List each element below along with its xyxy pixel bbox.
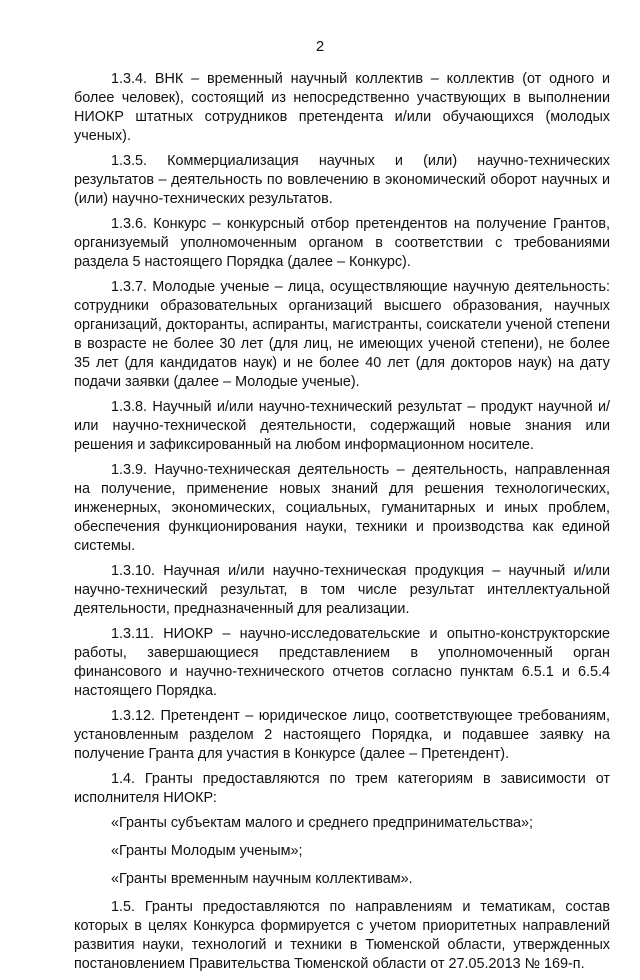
page-number: 2 [315, 38, 325, 55]
category-item-young-scientists: «Гранты Молодым ученым»; [111, 843, 303, 859]
category-item-temporary-teams: «Гранты временным научным коллективам». [111, 871, 413, 887]
paragraph-1-3-12: 1.3.12. Претендент – юридическое лицо, соответствующее требованиям, установленным разделом 2 настоящего Порядка, и подавшее заявку на получение Гранта для участия в Конкурсе (далее – Претендент). [74, 708, 610, 762]
paragraph-1-3-10: 1.3.10. Научная и/или научно-техническая продукция – научный и/или научно-технический результат, в том числе результат интеллектуальной деятельности, предназначенный для реализации. [74, 563, 610, 617]
paragraph-1-3-8: 1.3.8. Научный и/или научно-технический результат – продукт научной и/или научно-технической деятельности, содержащий новые знания или решения и зафиксированный на любом информационном носителе. [74, 399, 610, 453]
paragraph-1-3-9: 1.3.9. Научно-техническая деятельность – деятельность, направленная на получение, применение новых знаний для решения технологических, инженерных, экономических, социальных, гуманитарных и иных проблем, обеспечения функционирования науки, техники и производства как единой системы. [74, 462, 610, 554]
paragraph-1-3-7: 1.3.7. Молодые ученые – лица, осуществляющие научную деятельность: сотрудники образовательных организаций высшего образования, научных организаций, докторанты, аспиранты, магистранты, соискатели ученой степени в возрасте не более 30 лет (для лиц, не имеющих ученой степени), не более 35 лет (для кандидатов наук) и не более 40 лет (для докторов наук) на дату подачи заявки (далее – Молодые ученые). [74, 279, 610, 390]
category-item-smb: «Гранты субъектам малого и среднего предпринимательства»; [111, 815, 533, 831]
document-body [74, 70, 610, 980]
paragraph-1-3-11: 1.3.11. НИОКР – научно-исследовательские и опытно-конструкторские работы, завершающиеся представлением в уполномоченный орган финансового и научно-технического отчетов согласно пунктам 6.5.1 и 6.5.4 настоящего Порядка. [74, 626, 610, 699]
paragraph-1-3-5: 1.3.5. Коммерциализация научных и (или) научно-технических результатов – деятельность по вовлечению в экономический оборот научных и (или) научно-технических результатов. [74, 153, 610, 207]
paragraph-1-3-6: 1.3.6. Конкурс – конкурсный отбор претендентов на получение Грантов, организуемый уполномоченным органом в соответствии с требованиями раздела 5 настоящего Порядка (далее – Конкурс). [74, 216, 610, 270]
paragraph-1-5: 1.5. Гранты предоставляются по направлениям и тематикам, состав которых в целях Конкурса формируется с учетом приоритетных направлений развития науки, технологий и техники в Тюменской области, утвержденных постановлением Правительства Тюменской области от 27.05.2013 № 169-п. [74, 899, 610, 972]
paragraph-1-3-4: 1.3.4. ВНК – временный научный коллектив – коллектив (от одного и более человек), состоящий из непосредственно участвующих в выполнении НИОКР штатных сотрудников претендента и/или обучающихся (молодых ученых). [74, 71, 610, 144]
paragraph-1-4: 1.4. Гранты предоставляются по трем категориям в зависимости от исполнителя НИОКР: [74, 771, 610, 806]
